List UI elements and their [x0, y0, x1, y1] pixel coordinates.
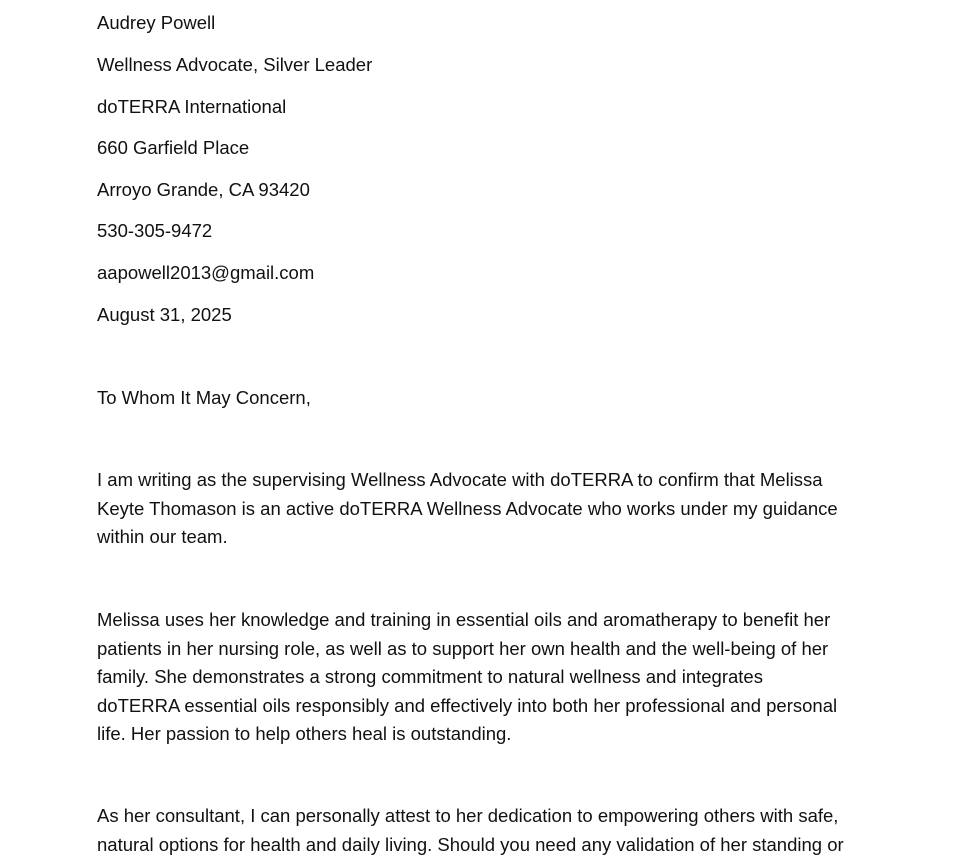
sender-company: doTERRA International: [97, 96, 287, 117]
salutation: To Whom It May Concern,: [97, 387, 311, 408]
paragraph-line: As her consultant, I can personally attest to her dedication to empowering others with safe,: [97, 805, 839, 826]
paragraph-line: Keyte Thomason is an active doTERRA Wellness Advocate who works under my guidance: [97, 497, 838, 519]
paragraph-1: [97, 466, 887, 552]
letter-date: August 31, 2025: [97, 304, 232, 325]
paragraph-line: doTERRA essential oils responsibly and effectively into both her professional and personal: [97, 694, 838, 716]
paragraph-line: family. She demonstrates a strong commitment to natural wellness and integrates: [97, 666, 763, 687]
sender-name: Audrey Powell: [97, 12, 216, 33]
paragraph-line: patients in her nursing role, as well as to support her own health and the well-being of her: [97, 637, 829, 659]
paragraph-line: natural options for health and daily living. Should you need any validation of her standing or: [97, 833, 844, 855]
paragraph-line: life. Her passion to help others heal is outstanding.: [97, 723, 512, 744]
paragraph-2: [97, 606, 887, 749]
paragraph-3: [97, 802, 887, 859]
sender-email: aapowell2013@gmail.com: [97, 262, 315, 283]
sender-street: 660 Garfield Place: [97, 137, 250, 158]
paragraph-line: within our team.: [97, 526, 228, 547]
sender-phone: 530-305-9472: [97, 220, 213, 241]
sender-city-state-zip: Arroyo Grande, CA 93420: [97, 179, 310, 200]
sender-title: Wellness Advocate, Silver Leader: [97, 54, 373, 75]
paragraph-line: Melissa uses her knowledge and training in essential oils and aromatherapy to benefit her: [97, 609, 831, 630]
paragraph-line: I am writing as the supervising Wellness Advocate with doTERRA to confirm that Melissa: [97, 469, 823, 490]
